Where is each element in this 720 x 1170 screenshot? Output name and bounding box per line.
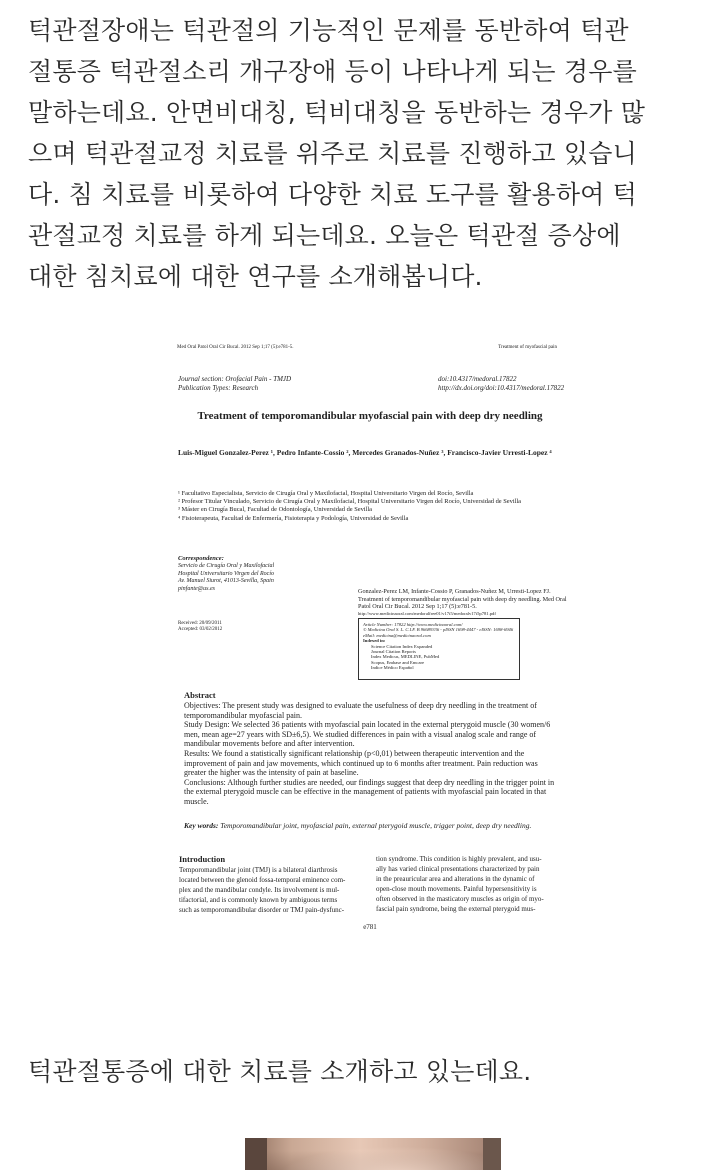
doi-url: http://dx.doi.org/doi:10.4317/medoral.17822 — [438, 384, 565, 392]
paper-scan — [170, 335, 570, 945]
paper-index-box — [358, 618, 520, 680]
doi: doi:10.4317/medoral.17822 — [438, 375, 517, 383]
affiliation: ² Profesor Titular Vinculado, Servicio de Cirugía Oral y Maxilofacial, Hospital Universitario Virgen del Rocío, Universidad de Sevilla — [178, 498, 521, 506]
intro-col-line: such as temporomandibular disorder or TMJ pain-dysfunc- — [179, 906, 345, 914]
intro-col-line: tifactorial, and is commonly known by ambiguous terms — [179, 896, 338, 904]
paper-meta-left — [178, 375, 291, 393]
box-line: Indexed in: — [363, 638, 386, 644]
paper-authors: Luis-Miguel Gonzalez-Perez ¹, Pedro Infante-Cossio ², Mercedes Granados-Nuñez ³, Francisco-Javier Urresti-Lopez ⁴ — [178, 448, 552, 457]
intro-line: 말하는데요. 안면비대칭, 턱비대칭을 동반하는 경우가 많 — [28, 98, 646, 127]
intro-paragraph — [28, 10, 700, 297]
paper-correspondence — [178, 555, 308, 593]
clinical-photo — [245, 1138, 501, 1170]
keywords-text: Temporomandibular joint, myofascial pain, external pterygoid muscle, trigger point, deep dry needling. — [220, 821, 532, 830]
keywords-label: Key words: — [184, 821, 219, 830]
intro-col-line: open-close mouth movements. Painful hypersensitivity is — [376, 885, 537, 893]
paper-keywords — [184, 821, 556, 830]
photo-shadow-right — [483, 1138, 501, 1170]
affiliation: ¹ Facultativo Especialista, Servicio de Cirugía Oral y Maxilofacial, Hospital Universitario Virgen del Rocío, Sevilla — [178, 490, 474, 497]
paper-title: Treatment of temporomandibular myofascial pain with deep dry needling — [197, 410, 543, 422]
intro-line: 으며 턱관절교정 치료를 위주로 치료를 진행하고 있습니 — [28, 139, 637, 168]
affiliation: ⁴ Fisioterapeuta, Facultad de Enfermería, Fisioterapia y Podología, Universidad de Sevilla — [178, 514, 409, 522]
correspondence-line: Av. Manuel Siurot, 41013-Sevilla, Spain — [178, 578, 274, 585]
abstract-design: Study Design: We selected 36 patients with myofascial pain located in the external pterygoid muscle (30 women/6 men, mean age=27 years with SD±6,5). We studied differences in pain with a visual analog scale and range of mandibular movements before and after intervention. — [184, 720, 551, 749]
index-item: Index Medicus, MEDLINE, PubMed — [371, 654, 440, 660]
box-line: © Medicina Oral S. L. C.I.F. B 96689336 - pISSN 1698-4447 - eISSN: 1698-6946 — [363, 627, 514, 633]
caption-paragraph: 턱관절통증에 대한 치료를 소개하고 있는데요. — [28, 1057, 532, 1086]
paper-header-right: Treatment of myofascial pain — [498, 345, 557, 350]
abstract-objectives: Objectives: The present study was designed to evaluate the usefulness of deep dry needling in the treatment of temporomandibular myofascial pain. — [184, 701, 537, 720]
index-item: Indice Médico Español — [371, 665, 414, 671]
correspondence-line: Hospital Universitario Virgen del Rocío — [178, 570, 274, 577]
citation-url: http://www.medicinaoral.com/medoralfree01/v17i5/medoralv17i5p781.pdf — [358, 610, 496, 616]
correspondence-email: pinfante@us.es — [178, 585, 216, 592]
intro-line: 절통증 턱관절소리 개구장애 등이 나타나게 되는 경우를 — [28, 57, 637, 86]
publication-types: Publication Types: Research — [178, 384, 259, 392]
intro-col-line: in the preauricular area and alterations in the dynamic of — [376, 875, 535, 883]
affiliation: ³ Máster en Cirugía Bucal, Facultad de Odontología, Universidad de Sevilla — [178, 506, 372, 514]
paper-header-left: Med Oral Patol Oral Cir Bucal. 2012 Sep 1;17 (5):e781-5. — [177, 345, 294, 350]
intro-col-line: tion syndrome. This condition is highly prevalent, and usu- — [376, 855, 542, 863]
intro-line: 대한 침치료에 대한 연구를 소개해봅니다. — [28, 262, 483, 291]
intro-line: 관절교정 치료를 하게 되는데요. 오늘은 턱관절 증상에 — [28, 221, 621, 250]
intro-col-line: fascial pain syndrome, being the external pterygoid mus- — [376, 905, 536, 913]
intro-col-line: often observed in the masticatory muscles as origin of myo- — [376, 895, 544, 903]
intro-line: 다. 침 치료를 비롯하여 다양한 치료 도구를 활용하여 턱 — [28, 180, 638, 209]
accepted-date: Accepted: 03/02/2012 — [178, 627, 223, 632]
abstract-results: Results: We found a statistically significant relationship (p<0,01) between therapeutic intervention and the improvement of pain and jaw movements, which continued up to 6 months after treatment. Pain reduction was greater the higher was the intensity of pain at baseline. — [184, 748, 538, 778]
abstract-title: Abstract — [184, 690, 216, 700]
introduction-right-column — [376, 854, 561, 914]
correspondence-title: Correspondence: — [178, 555, 224, 562]
citation-text: Gonzalez-Perez LM, Infante-Cossio P, Granados-Nuñez M, Urresti-Lopez FJ. Treatment of temporomandibular myofascial pain with deep dry needling. Med Oral Patol Oral Cir Bucal. 2012 Sep 1;17 (5):e781-5. — [358, 588, 567, 611]
intro-col-line: ally has varied clinical presentations characterized by pain — [376, 865, 540, 873]
paper-affiliations — [178, 490, 562, 523]
photo-shadow-left — [245, 1138, 267, 1170]
index-item: Journal Citation Reports — [371, 649, 416, 655]
intro-col-line: Temporomandibular joint (TMJ) is a bilateral diarthrosis — [179, 866, 338, 874]
paper-meta-right — [438, 375, 564, 393]
abstract-body — [184, 701, 556, 807]
intro-line: 턱관절장애는 턱관절의 기능적인 문제를 동반하여 턱관 — [28, 16, 629, 45]
box-line: Article Number: 17822 http://www.medicinaoral.com/ — [363, 622, 463, 627]
introduction-title: Introduction — [179, 854, 226, 864]
paper-page-number: e781 — [363, 923, 377, 931]
index-item: Scopus, Embase and Emcare — [371, 659, 425, 665]
intro-col-line: located between the glenoid fossa-temporal eminence com- — [179, 876, 346, 884]
abstract-conclusions: Conclusions: Although further studies are needed, our findings suggest that deep dry needling in the trigger point in the external pterygoid muscle can be effective in the management of patients with myofascial pain located in that muscle. — [184, 777, 555, 806]
paper-dates — [178, 621, 222, 633]
introduction-left-column — [179, 865, 362, 915]
journal-section: Journal section: Orofacial Pain - TMJD — [178, 375, 292, 383]
received-date: Received: 20/09/2011 — [178, 621, 222, 626]
correspondence-line: Servicio de Cirugía Oral y Maxilofacial — [178, 563, 275, 569]
box-line: eMail: medicina@medicinaoral.com — [363, 632, 431, 638]
paper-citation — [358, 588, 568, 617]
intro-col-line: plex and the mandibular condyle. Its involvement is mul- — [179, 886, 340, 894]
index-item: Science Citation Index Expanded — [371, 643, 433, 649]
